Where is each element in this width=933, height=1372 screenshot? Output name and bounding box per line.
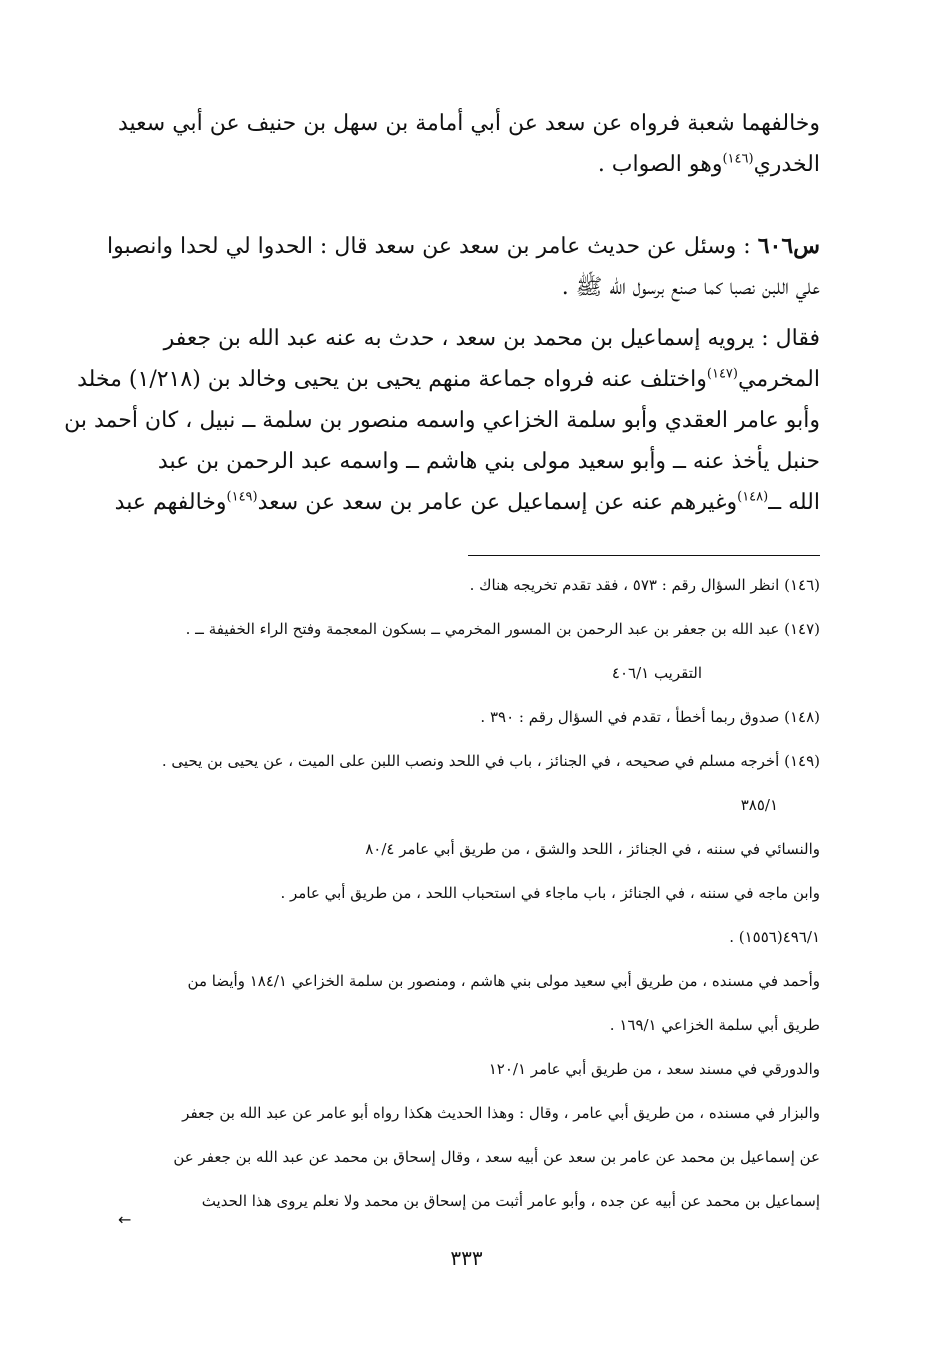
text-span: وخالفهم عبد [114,490,227,515]
footnote-ref-149[interactable]: (١٤٩) [226,489,258,505]
footnote-147-source: التقريب ٤٠٦/١ [611,664,702,682]
footnote-ref-148[interactable]: (١٤٨) [737,489,769,505]
footnote-ref-146[interactable]: (١٤٦) [722,151,754,167]
text-line: وأبو عامر العقدي وأبو سلمة الخزاعي واسمه منصور بن سلمة ــ نبيل ، كان أحمد بن [64,408,820,433]
question-606 [107,226,820,308]
footnote-line: عن إسماعيل بن محمد عن عامر بن سعد عن أبيه سعد ، وقال إسحاق بن محمد عن عبد الله بن جعفر عن [173,1148,820,1166]
text-span: الله ــ [768,490,820,515]
footnote-line: والنسائي في سننه ، في الجنائز ، اللحد والشق ، من طريق أبي عامر ٨٠/٤ [365,840,820,858]
text-line [77,359,820,400]
text-span: واختلف عنه فرواه جماعة منهم يحيى بن يحيى وخالد بن (١/٢١٨) مخلد [77,367,707,392]
answer-paragraph [64,318,820,523]
footnote-149: (١٤٩) أخرجه مسلم في صحيحه ، في الجنائز ، باب في اللحد ونصب اللبن على الميت ، عن يحيى بن يحيى . [161,752,820,770]
text-line [110,482,820,523]
footnote-line: ٤٩٦/١(١٥٥٦) . [729,928,820,946]
text-span: : وسئل عن حديث عامر بن سعد عن سعد قال : الحدوا لي لحدا وانصبوا [107,234,758,259]
text-span: وغيرهم عنه عن إسماعيل عن عامر بن سعد عن سعد [257,490,738,515]
page-number: ٣٣٣ [450,1246,483,1270]
footnote-line: والدورقي في مسند سعد ، من طريق أبي عامر ١٢٠/١ [488,1060,820,1078]
text-span: الخدري [753,152,820,177]
footnote-148: (١٤٨) صدوق ربما أخطأ ، تقدم في السؤال رقم : ٣٩٠ . [480,708,820,726]
text-line: حنبل يأخذ عنه ــ وأبو سعيد مولى بني هاشم ــ واسمه عبد الرحمن بن عبد [157,449,820,474]
text-span: وهو الصواب . [597,152,723,177]
footnote-line: طريق أبي سلمة الخزاعي ١٦٩/١ . [609,1016,820,1034]
text-line: فقال : يرويه إسماعيل بن محمد بن سعد ، حدث به عنه عبد الله بن جعفر [163,326,820,351]
footnote-separator [468,555,820,556]
footnote-ref-147[interactable]: (١٤٧) [706,366,738,382]
footnote-line: وابن ماجه في سننه ، في الجنائز ، باب ماجاء في استحباب اللحد ، من طريق أبي عامر . [280,884,820,902]
footnote-line: ٣٨٥/١ [740,796,778,814]
footnote-146: (١٤٦) انظر السؤال رقم : ٥٧٣ ، فقد تقدم تخريجه هناك . [469,576,820,594]
footnotes [110,563,820,1223]
text-span: المخرمي [738,367,820,392]
text-line [110,144,820,185]
question-number: س٦٠٦ [757,233,820,259]
continue-arrow-icon: ← [118,1210,132,1229]
text-line [107,226,820,267]
footnote-147: (١٤٧) عبد الله بن جعفر بن عبد الرحمن بن المسور المخرمي ــ بسكون المعجمة وفتح الراء الخفيفة ــ . [185,620,820,638]
text-line: علي اللبن نصبا كما صنع برسول الله ﷺ . [561,275,820,300]
footnote-line: وأحمد في مسنده ، من طريق أبي سعيد مولى بني هاشم ، ومنصور بن سلمة الخزاعي ١٨٤/١ وأيضا من [187,972,820,990]
footnote-line: إسماعيل بن محمد عن أبيه عن جده ، وأبو عامر أثبت من إسحاق بن محمد ولا نعلم يروى هذا الحديث [201,1192,820,1210]
text-line: وخالفهما شعبة فرواه عن سعد عن أبي أمامة بن سهل بن حنيف عن أبي سعيد [117,111,820,136]
footnote-line: والبزار في مسنده ، من طريق أبي عامر ، وقال : وهذا الحديث هكذا رواه أبو عامر عن عبد الله بن جعفر [182,1104,820,1122]
paragraph-intro [110,103,820,185]
